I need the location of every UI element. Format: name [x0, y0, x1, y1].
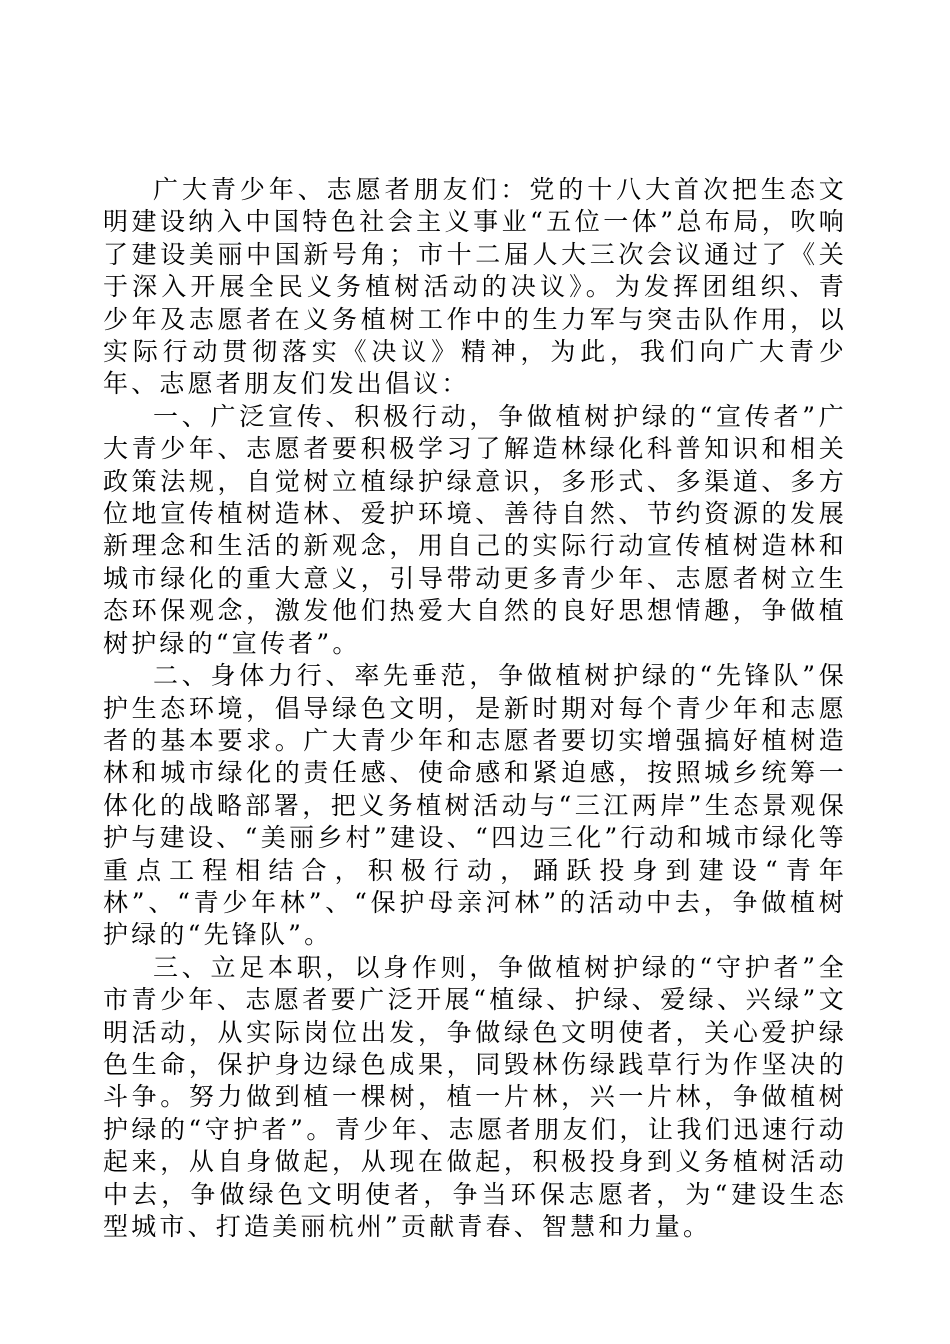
paragraph-intro: 广大青少年、志愿者朋友们：党的十八大首次把生态文明建设纳入中国特色社会主义事业“五位一体”总布局，吹响了建设美丽中国新号角；市十二届人大三次会议通过了《关于深入开展全民义务植树活动的决议》。为发挥团组织、青少年及志愿者在义务植树工作中的生力军与突击队作用，以实际行动贯彻落实《决议》精神，为此，我们向广大青少年、志愿者朋友们发出倡议： — [103, 175, 847, 399]
document-body — [103, 174, 847, 1243]
paragraph-point-2: 二、身体力行、率先垂范，争做植树护绿的“先锋队”保护生态环境，倡导绿色文明，是新时期对每个青少年和志愿者的基本要求。广大青少年和志愿者要切实增强搞好植树造林和城市绿化的责任感、使命感和紧迫感，按照城乡统筹一体化的战略部署，把义务植树活动与“三江两岸”生态景观保护与建设、“美丽乡村”建设、“四边三化”行动和城市绿化等重点工程相结合，积极行动，踊跃投身到建设“青年林”、“青少年林”、“保护母亲河林”的活动中去，争做植树护绿的“先锋队”。 — [103, 661, 847, 950]
paragraph-point-3: 三、立足本职，以身作则，争做植树护绿的“守护者”全市青少年、志愿者要广泛开展“植绿、护绿、爱绿、兴绿”文明活动，从实际岗位出发，争做绿色文明使者，关心爱护绿色生命，保护身边绿色成果，同毁林伤绿践草行为作坚决的斗争。努力做到植一棵树，植一片林，兴一片林，争做植树护绿的“守护者”。青少年、志愿者朋友们，让我们迅速行动起来，从自身做起，从现在做起，积极投身到义务植树活动中去，争做绿色文明使者，争当环保志愿者，为“建设生态型城市、打造美丽杭州”贡献青春、智慧和力量。 — [103, 952, 847, 1241]
paragraph-point-1: 一、广泛宣传、积极行动，争做植树护绿的“宣传者”广大青少年、志愿者要积极学习了解造林绿化科普知识和相关政策法规，自觉树立植绿护绿意识，多形式、多渠道、多方位地宣传植树造林、爱护环境、善待自然、节约资源的发展新理念和生活的新观念，用自己的实际行动宣传植树造林和城市绿化的重大意义，引导带动更多青少年、志愿者树立生态环保观念，激发他们热爱大自然的良好思想情趣，争做植树护绿的“宣传者”。 — [103, 401, 847, 658]
